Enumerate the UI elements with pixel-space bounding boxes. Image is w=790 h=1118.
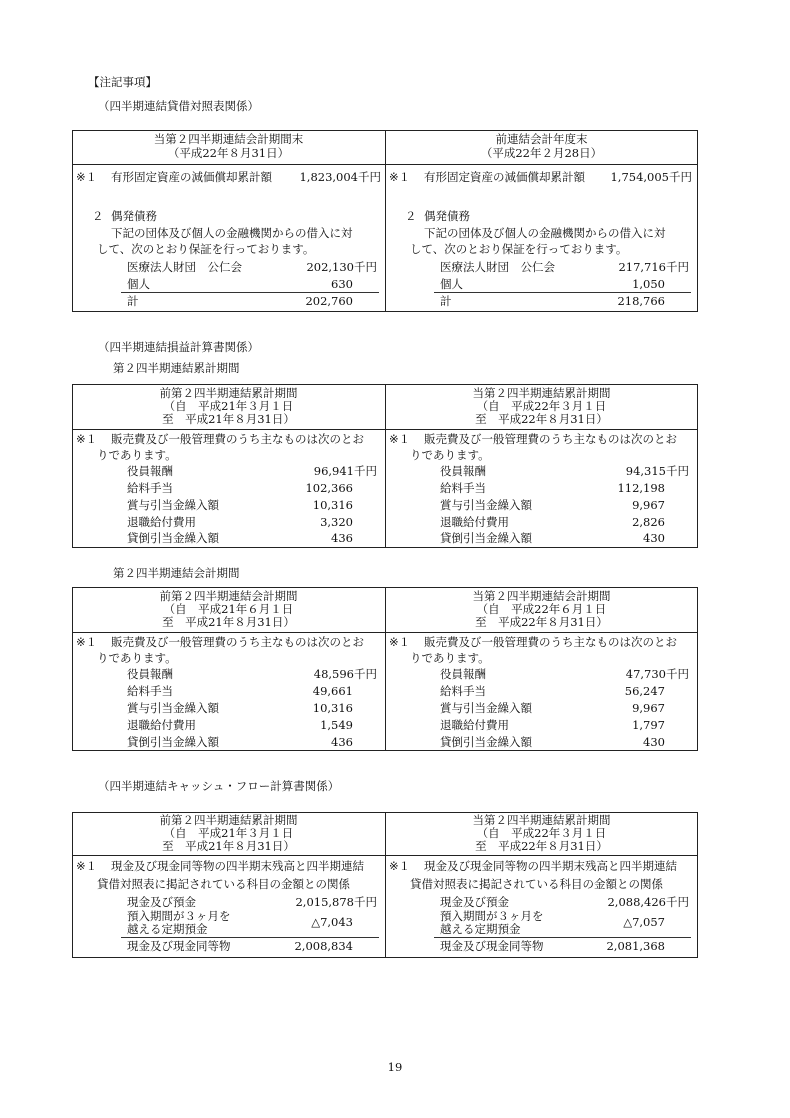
bs-right-header-title: 前連結会計年度末 (495, 132, 588, 146)
pl1-right-text-line2: りであります。 (410, 448, 490, 462)
pl1-left-value-0: 96,941千円 (313, 464, 377, 478)
cf-right-row3-value: 2,081,368 (606, 939, 665, 953)
bs-left-row1-value: 202,130千円 (306, 260, 377, 274)
pl2-right-text-line2: りであります。 (410, 651, 490, 665)
bs-left-item1-label: 有形固定資産の減価償却累計額 (111, 170, 272, 184)
pl2-right-text-line1: 販売費及び一般管理費のうち主なものは次のとお (424, 635, 677, 649)
pl1-left-value-4: 436 (331, 531, 353, 545)
cf-left-row2-label-line2: 越える定期預金 (127, 922, 208, 936)
bs-left-row1-label: 医療法人財団 公仁会 (127, 260, 242, 274)
pl2-left-header-title: 前第２四半期連結会計期間 (159, 589, 298, 603)
cf-left-text-line2: 貸借対照表に掲記されている科目の金額との関係 (97, 877, 350, 891)
pl2-left-value-3: 1,549 (320, 718, 353, 732)
bs-right-header-date: （平成22年２月28日） (480, 146, 603, 160)
pl1-left-value-1: 102,366 (305, 481, 353, 495)
cf-right-row2-value: △7,057 (623, 915, 665, 929)
bs-left-header-date: （平成22年８月31日） (167, 146, 290, 160)
pl2-right-value-4: 430 (643, 735, 665, 749)
pl1-left-label-4: 貸倒引当金繰入額 (127, 531, 219, 545)
pl1-right-value-3: 2,826 (632, 515, 665, 529)
pl1-right-header-title: 当第２四半期連結累計期間 (472, 386, 611, 400)
pl2-right-value-0: 47,730千円 (625, 667, 689, 681)
pl1-right-value-2: 9,967 (632, 498, 665, 512)
pl2-right-value-3: 1,797 (632, 718, 665, 732)
pl2-right-label-0: 役員報酬 (440, 667, 486, 681)
pl2-left-text-line1: 販売費及び一般管理費のうち主なものは次のとお (111, 635, 364, 649)
pl2-left-value-2: 10,316 (312, 701, 353, 715)
pl2-right-header-title: 当第２四半期連結会計期間 (472, 589, 611, 603)
cf-right-header-to: 至 平成22年８月31日） (475, 839, 608, 853)
pl1-right-header-from: （自 平成22年３月１日 (476, 399, 607, 413)
pl2-right-value-2: 9,967 (632, 701, 665, 715)
page-number: 19 (387, 1060, 403, 1074)
cf-left-text-line1: 現金及び現金同等物の四半期末残高と四半期連結 (111, 859, 364, 873)
bs-section-title: （四半期連結貸借対照表関係） (98, 99, 259, 113)
pl2-left-value-1: 49,661 (312, 684, 353, 698)
cf-right-row3-label: 現金及び現金同等物 (440, 939, 544, 953)
cf-left-header-title: 前第２四半期連結累計期間 (159, 813, 298, 827)
bs-right-note-mark: ※１ (389, 170, 411, 184)
pl2-right-value-1: 56,247 (624, 684, 665, 698)
pl-subtitle-quarter: 第２四半期連結会計期間 (113, 566, 240, 580)
pl1-left-header-title: 前第２四半期連結累計期間 (159, 386, 298, 400)
bs-left-row2-value: 630 (331, 277, 353, 291)
pl1-right-header-to: 至 平成22年８月31日） (475, 412, 608, 426)
bs-left-note-mark: ※１ (76, 170, 98, 184)
bs-left-item2-number: ２ (92, 209, 104, 223)
bs-right-item1-label: 有形固定資産の減価償却累計額 (424, 170, 585, 184)
bs-right-item2-number: ２ (405, 209, 417, 223)
pl1-right-label-2: 賞与引当金繰入額 (440, 498, 532, 512)
pl2-left-label-1: 給料手当 (127, 684, 173, 698)
pl2-left-label-3: 退職給付費用 (127, 718, 196, 732)
pl-section-title: （四半期連結損益計算書関係） (98, 340, 259, 354)
pl1-left-label-1: 給料手当 (127, 481, 173, 495)
pl1-left-note-mark: ※１ (76, 432, 98, 446)
bs-left-item1-value: 1,823,004千円 (299, 170, 381, 184)
pl2-left-label-4: 貸倒引当金繰入額 (127, 735, 219, 749)
cf-left-header-to: 至 平成21年８月31日） (162, 839, 295, 853)
pl2-right-label-3: 退職給付費用 (440, 718, 509, 732)
cf-left-row1-value: 2,015,878千円 (295, 895, 377, 909)
pl1-right-value-0: 94,315千円 (625, 464, 689, 478)
pl2-left-label-2: 賞与引当金繰入額 (127, 701, 219, 715)
cf-left-note-mark: ※１ (76, 859, 98, 873)
cf-right-note-mark: ※１ (389, 859, 411, 873)
pl2-left-text-line2: りであります。 (97, 651, 177, 665)
bs-left-desc-line1: 下記の団体及び個人の金融機関からの借入に対 (111, 226, 353, 240)
pl1-left-label-0: 役員報酬 (127, 464, 173, 478)
pl1-left-header-to: 至 平成21年８月31日） (162, 412, 295, 426)
pl2-left-header-to: 至 平成21年８月31日） (162, 615, 295, 629)
pl1-right-note-mark: ※１ (389, 432, 411, 446)
bs-left-desc-line2: して、次のとおり保証を行っております。 (97, 242, 315, 256)
bs-left-row3-label: 計 (127, 294, 139, 308)
pl1-left-label-2: 賞与引当金繰入額 (127, 498, 219, 512)
pl1-right-label-3: 退職給付費用 (440, 515, 509, 529)
bs-left-item2-title: 偶発債務 (111, 209, 157, 223)
bs-right-row3-value: 218,766 (617, 294, 665, 308)
pl2-right-header-from: （自 平成22年６月１日 (476, 602, 607, 616)
bs-right-item1-value: 1,754,005千円 (610, 170, 692, 184)
pl2-left-label-0: 役員報酬 (127, 667, 173, 681)
bs-right-desc-line2: して、次のとおり保証を行っております。 (410, 242, 628, 256)
bs-right-row2-label: 個人 (440, 277, 463, 291)
pl1-left-label-3: 退職給付費用 (127, 515, 196, 529)
bs-right-row1-label: 医療法人財団 公仁会 (440, 260, 555, 274)
cf-left-row3-value: 2,008,834 (294, 939, 353, 953)
notes-heading: 【注記事項】 (88, 75, 157, 89)
cf-left-row3-label: 現金及び現金同等物 (127, 939, 231, 953)
cf-left-header-from: （自 平成21年３月１日 (163, 826, 294, 840)
pl1-right-label-1: 給料手当 (440, 481, 486, 495)
pl2-right-note-mark: ※１ (389, 635, 411, 649)
pl2-right-label-2: 賞与引当金繰入額 (440, 701, 532, 715)
pl1-left-header-from: （自 平成21年３月１日 (163, 399, 294, 413)
pl1-left-text-line2: りであります。 (97, 448, 177, 462)
pl1-right-value-4: 430 (643, 531, 665, 545)
cf-right-header-from: （自 平成22年３月１日 (476, 826, 607, 840)
cf-right-row1-label: 現金及び預金 (440, 895, 509, 909)
pl2-right-header-to: 至 平成22年８月31日） (475, 615, 608, 629)
pl1-left-value-3: 3,320 (320, 515, 353, 529)
cf-left-row2-label-line1: 預入期間が３ヶ月を (127, 909, 231, 923)
cf-right-text-line1: 現金及び現金同等物の四半期末残高と四半期連結 (424, 859, 677, 873)
bs-right-desc-line1: 下記の団体及び個人の金融機関からの借入に対 (424, 226, 666, 240)
pl2-left-value-4: 436 (331, 735, 353, 749)
pl1-right-label-0: 役員報酬 (440, 464, 486, 478)
pl2-right-label-1: 給料手当 (440, 684, 486, 698)
cf-section-title: （四半期連結キャッシュ・フロー計算書関係） (98, 779, 340, 793)
pl2-left-header-from: （自 平成21年６月１日 (163, 602, 294, 616)
cf-right-row1-value: 2,088,426千円 (607, 895, 689, 909)
cf-left-row2-value: △7,043 (311, 915, 353, 929)
bs-right-row2-value: 1,050 (632, 277, 665, 291)
bs-left-row3-value: 202,760 (305, 294, 353, 308)
cf-right-row2-label-line1: 預入期間が３ヶ月を (440, 909, 544, 923)
cf-right-text-line2: 貸借対照表に掲記されている科目の金額との関係 (410, 877, 663, 891)
pl2-left-value-0: 48,596千円 (313, 667, 377, 681)
pl2-left-note-mark: ※１ (76, 635, 98, 649)
pl1-right-value-1: 112,198 (617, 481, 665, 495)
bs-left-row2-label: 個人 (127, 277, 150, 291)
bs-left-header-title: 当第２四半期連結会計期間末 (153, 132, 304, 146)
bs-right-item2-title: 偶発債務 (424, 209, 470, 223)
pl1-right-label-4: 貸倒引当金繰入額 (440, 531, 532, 545)
pl-subtitle-cumulative: 第２四半期連結累計期間 (113, 361, 240, 375)
pl1-left-value-2: 10,316 (312, 498, 353, 512)
cf-right-row2-label-line2: 越える定期預金 (440, 922, 521, 936)
pl1-right-text-line1: 販売費及び一般管理費のうち主なものは次のとお (424, 432, 677, 446)
bs-right-row3-label: 計 (440, 294, 452, 308)
cf-right-header-title: 当第２四半期連結累計期間 (472, 813, 611, 827)
pl1-left-text-line1: 販売費及び一般管理費のうち主なものは次のとお (111, 432, 364, 446)
pl2-right-label-4: 貸倒引当金繰入額 (440, 735, 532, 749)
bs-right-row1-value: 217,716千円 (618, 260, 689, 274)
cf-left-row1-label: 現金及び預金 (127, 895, 196, 909)
